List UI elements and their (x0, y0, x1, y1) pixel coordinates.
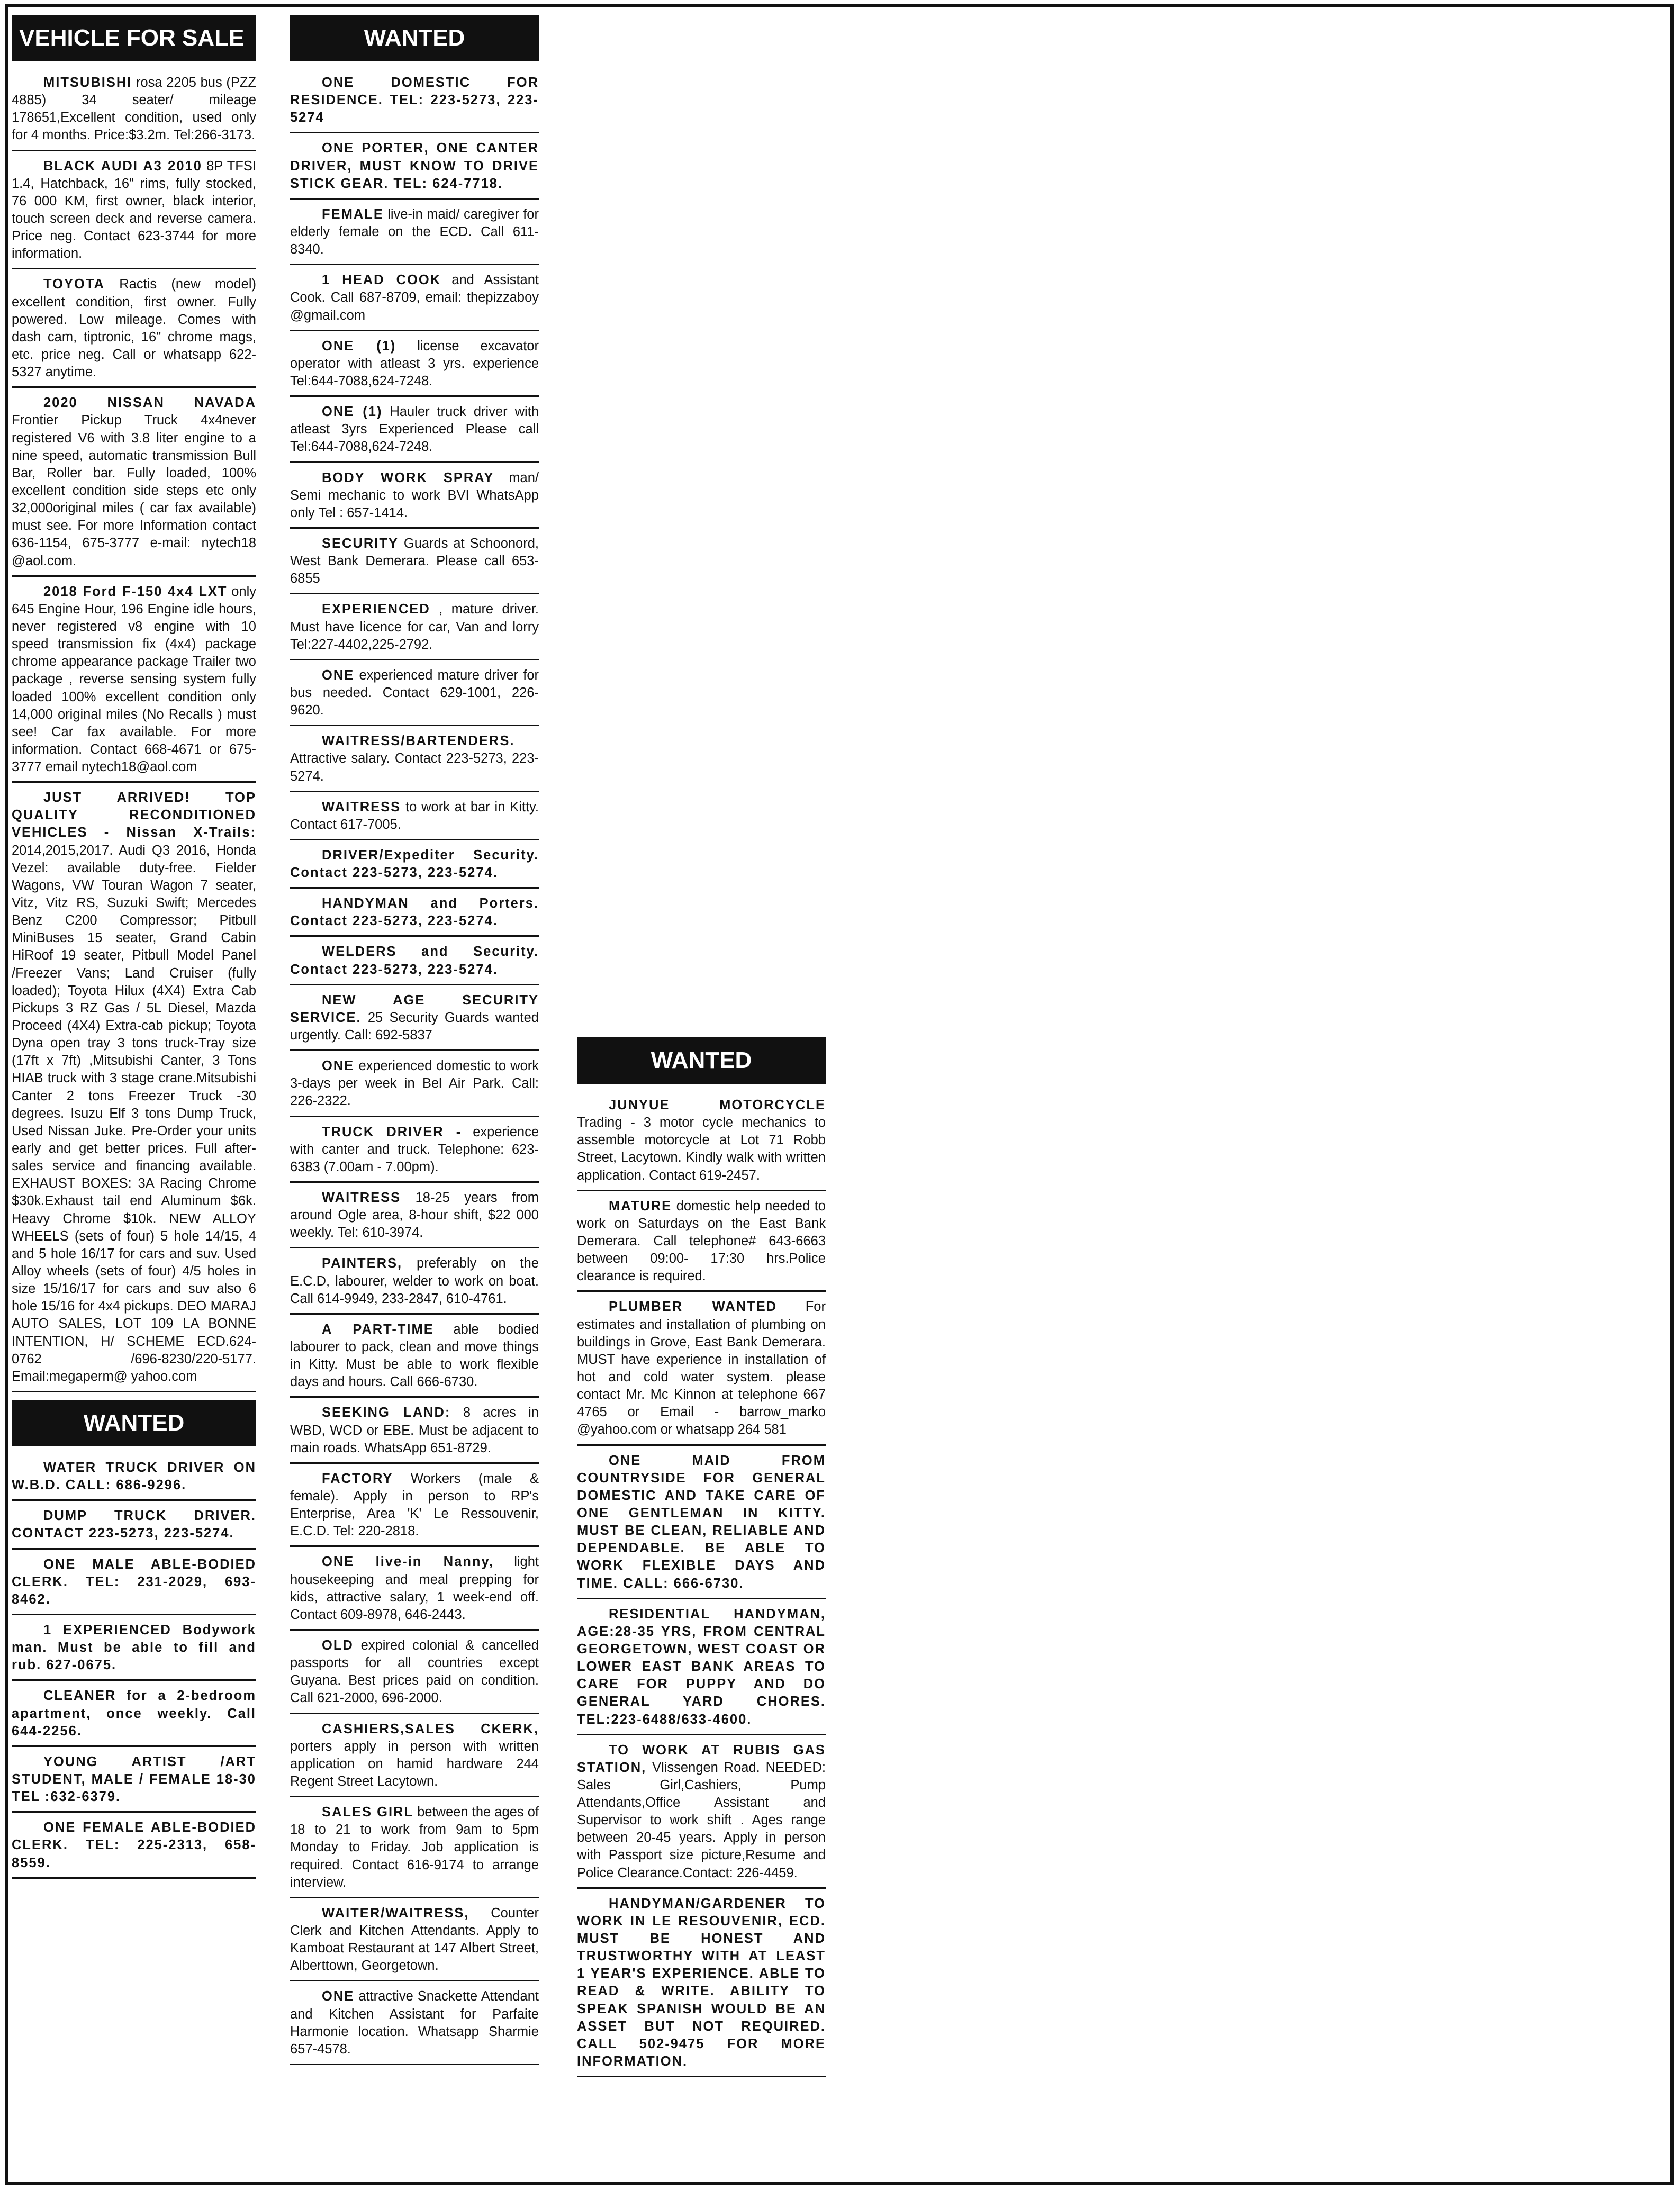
classified-ad (290, 795, 539, 840)
classified-ad (290, 334, 539, 397)
ad-lead: TO WORK AT RUBIS GAS STATION, (577, 1742, 826, 1775)
classified-ad (290, 71, 539, 133)
ad-lead: MITSUBISHI (43, 75, 132, 90)
ad-lead: TOYOTA (43, 277, 105, 292)
classified-ad (290, 1902, 539, 1982)
ad-body: 2014,2015,2017. Audi Q3 2016, Honda Vezel: available duty-free. Fielder Wagons, VW Touran Wagon 7 seater, Vitz, Vitz RS, Suzuki Swift; Mercedes Benz C200 Compressor; Pitbull MiniBuses 15 seater, Grand Cabin HiRoof 19 seater, Pitbull Model Panel /Freezer Vans; Land Cruiser (fully loaded); Toyota Hilux (4X4) Extra Cab Pickups 3 RZ Gas / 5L Diesel, Mazda Proceed (4X4) Extra-cab pickup; Toyota Dyna open tray 3 tons truck-Tray size (17ft x 7ft) ,Mitsubishi Canter, 3 Tons HIAB truck with 3 stage crane.Mitsubishi Canter 2 tons Freezer Truck -30 degrees. Isuzu Elf 3 tons Dump Truck, Used Nissan Juke. Pre-Order your units early and get better prices. Full after-sales service and financing available. EXHAUST BOXES: 3A Racing Chrome $30k.Exhaust tail end Aluminum $6k. Heavy Chrome $10k. NEW ALLOY WHEELS (sets of four) 5 hole 14/15, 4 and 5 hole 16/17 for cars and suv. Used Alloy wheels (sets of four) 4/5 holes in size 15/16/17 for cars and suv also 6 hole 15/16 for 4x4 pickups. DEO MARAJ AUTO SALES, LOT 109 LA BONNE INTENTION, H/ SCHEME ECD.624-0762 /696-8230/220-5177. Email:megaperm@ yahoo.com (12, 843, 256, 1384)
classified-ad (12, 1816, 256, 1878)
ad-lead: SEEKING LAND: (322, 1405, 451, 1420)
ad-body: light housekeeping and meal prepping for kids, attractive salary, 1 week-end off. Contact 609-8978, 646-2443. (290, 1554, 539, 1622)
ad-body: Ractis (new model) excellent condition, first owner. Fully powered. Low mileage. Comes with dash cam, tiptronic, 16" chrome mags, etc. price neg. Call or whatsapp 622-5327 anytime. (12, 277, 256, 380)
ad-body: 8P TFSI 1.4, Hatchback, 16" rims, fully stocked, 76 000 KM, first owner, black interior, touch screen deck and reverse camera. Price neg. Contact 623-3744 for more information. (12, 158, 256, 261)
ad-body: Workers (male & female). Apply in person to RP's Enterprise, Area 'K' Le Ressouvenir, E.C.D. Tel: 220-2818. (290, 1471, 539, 1539)
ad-lead: 2018 Ford F-150 4x4 LXT (43, 584, 228, 599)
ad-body: experience with canter and truck. Telephone: 623-6383 (7.00am - 7.00pm). (290, 1124, 539, 1174)
ad-body: Guards at Schoonord, West Bank Demerara. Please call 653-6855 (290, 536, 539, 586)
classified-ad (577, 1295, 826, 1445)
ad-lead: 1 HEAD COOK (322, 273, 441, 288)
ad-body: able bodied labourer to pack, clean and move things in Kitty. Must be able to work flexible days and hours. Call 666-6730. (290, 1322, 539, 1390)
wanted-column (290, 15, 539, 2174)
ad-lead: NEW AGE SECURITY SERVICE. (290, 992, 539, 1025)
ad-lead: PLUMBER WANTED (609, 1299, 778, 1315)
classified-ad (290, 940, 539, 985)
ad-text: ONE MALE ABLE-BODIED CLERK. TEL: 231-2029, 693-8462. (12, 1556, 256, 1607)
ad-lead: JUNYUE MOTORCYCLE (609, 1098, 826, 1112)
ad-body: rosa 2205 bus (PZZ 4885) 34 seater/ mileage 178651,Excellent condition, used only for 4 months. Price:$3.2m. Tel:266-3173. (12, 75, 256, 143)
ad-body: man/ Semi mechanic to work BVI WhatsApp only Tel : 657-1414. (290, 470, 539, 520)
classified-ad (290, 1186, 539, 1248)
ad-lead: FACTORY (322, 1471, 393, 1486)
classified-ad (290, 1054, 539, 1117)
classified-ad (290, 1401, 539, 1463)
ad-text: 1 EXPERIENCED Bodywork man. Must be able to fill and rub. 627-0675. (12, 1622, 256, 1673)
ad-lead: ONE (1) (322, 338, 396, 354)
ad-lead: DRIVER/Expediter Security. Contact 223-5273, 223-5274. (290, 847, 539, 881)
section-heading-wanted: WANTED (12, 1400, 256, 1446)
ad-lead: WAITRESS/BARTENDERS. (322, 734, 515, 749)
section-heading: VEHICLE FOR SALE (12, 15, 256, 61)
ad-body: attractive Snackette Attendant and Kitchen Assistant for Parfaite Harmonie location. Whatsapp Sharmie 657-4578. (290, 1989, 539, 2057)
section-heading: WANTED (290, 15, 539, 61)
ad-body: Hauler truck driver with atleast 3yrs Experienced Please call Tel:644-7088,624-7248. (290, 404, 539, 455)
ad-body: 25 Security Guards wanted urgently. Call: 692-5837 (290, 1010, 539, 1043)
vehicle-for-sale-column (12, 15, 256, 2174)
ad-lead: TRUCK DRIVER - (322, 1124, 462, 1139)
classified-ad (12, 1750, 256, 1813)
classified-ad (12, 1553, 256, 1615)
ad-body: preferably on the E.C.D, labourer, welder to work on boat. Call 614-9949, 233-2847, 610-4761. (290, 1256, 539, 1306)
classified-ad (577, 1093, 826, 1191)
classified-ad (290, 598, 539, 660)
classified-ad (290, 1800, 539, 1898)
ad-body: live-in maid/ caregiver for elderly female on the ECD. Call 611-8340. (290, 206, 539, 257)
ad-lead: WELDERS and Security. Contact 223-5273, 223-5274. (290, 944, 539, 977)
classified-ad (12, 1618, 256, 1681)
ad-lead: CASHIERS,SALES CKERK, (322, 1721, 539, 1736)
ad-body: Frontier Pickup Truck 4x4never registered V6 with 3.8 liter engine to a nine speed, automatic transmission Bull Bar, Roller bar. Fully loaded, 100% excellent condition side steps etc only 32,000original miles ( car fax available) must see. For more Information contact 636-1154, 675-3777 e-mail: nytech18 @aol.com. (12, 413, 256, 568)
ad-body: and Assistant Cook. Call 687-8709, email: thepizzaboy @gmail.com (290, 273, 539, 323)
ad-lead: RESIDENTIAL HANDYMAN, AGE:28-35 YRS, FROM CENTRAL GEORGETOWN, WEST COAST OR LOWER EAST BANK AREAS TO CARE FOR PUPPY AND DO GENERAL YARD CHORES. TEL:223-6488/633-4600. (577, 1606, 826, 1727)
ad-lead: PAINTERS, (322, 1256, 403, 1271)
ad-lead: 2020 NISSAN NAVADA (43, 395, 256, 411)
ad-body: 8 acres in WBD, WCD or EBE. Must be adjacent to main roads. WhatsApp 651-8729. (290, 1405, 539, 1455)
ad-body: Counter Clerk and Kitchen Attendants. Apply to Kamboat Restaurant at 147 Albert Street, Alberttown, Georgetown. (290, 1905, 539, 1974)
classified-ad (577, 1603, 826, 1735)
classified-ad (290, 1550, 539, 1631)
classified-ad (12, 786, 256, 1392)
classified-ad (12, 273, 256, 388)
classified-ad (290, 268, 539, 331)
ad-text: WATER TRUCK DRIVER ON W.B.D. CALL: 686-9296. (12, 1460, 256, 1493)
ad-lead: EXPERIENCED (322, 602, 430, 617)
classified-ad (290, 1985, 539, 2065)
ad-lead: ONE (1) (322, 404, 383, 420)
ad-lead: ONE live-in Nanny, (322, 1554, 494, 1570)
classified-ad (290, 844, 539, 889)
wanted-ads-list (12, 1456, 256, 1879)
ad-body: experienced domestic to work 3-days per week in Bel Air Park. Call: 226-2322. (290, 1058, 539, 1109)
ad-body: Attractive salary. Contact 223-5273, 223-5274. (290, 751, 539, 784)
wanted-ads-list (290, 71, 539, 2065)
classified-ad (577, 1892, 826, 2077)
classified-ad (12, 71, 256, 151)
ad-lead: JUST ARRIVED! TOP QUALITY RECONDITIONED VEHICLES - Nissan X-Trails: (12, 790, 256, 840)
ad-lead: MATURE (609, 1198, 672, 1214)
ad-lead: ONE (322, 1058, 355, 1074)
classified-ad (290, 892, 539, 937)
classified-ad (290, 532, 539, 594)
ad-lead: A PART-TIME (322, 1322, 434, 1337)
classified-ad (290, 664, 539, 726)
wanted-ads-list (577, 1093, 826, 2077)
classified-ad (577, 1449, 826, 1599)
ad-lead: WAITRESS (322, 1190, 401, 1206)
classified-ad (290, 203, 539, 265)
classified-ad (290, 137, 539, 199)
classified-ad (290, 729, 539, 792)
classified-ad (290, 1467, 539, 1548)
ad-lead: OLD (322, 1637, 354, 1653)
ad-lead: ONE DOMESTIC FOR RESIDENCE. TEL: 223-5273, 223-5274 (290, 75, 539, 125)
classified-ad (12, 391, 256, 576)
wanted-column-right (577, 1037, 826, 2175)
ad-lead: ONE MAID FROM COUNTRYSIDE FOR GENERAL DOMESTIC AND TAKE CARE OF ONE GENTLEMAN IN KITTY. MUST BE CLEAN, RELIABLE AND DEPENDABLE. BE ABLE TO WORK FLEXIBLE DAYS AND TIME. CALL: 666-6730. (577, 1453, 826, 1591)
classified-ad (290, 1318, 539, 1398)
ad-lead: WAITRESS (322, 799, 401, 815)
ad-lead: SECURITY (322, 536, 399, 551)
ad-text: ONE FEMALE ABLE-BODIED CLERK. TEL: 225-2313, 658-8559. (12, 1820, 256, 1870)
classified-ad (12, 580, 256, 783)
ad-body: For estimates and installation of plumbing on buildings in Grove, East Bank Demerara. MUST have experience in installation of hot and cold water system. please contact Mr. Mc Kinnon at telephone 667 4765 or Email - barrow_marko @yahoo.com or whatsapp 264 581 (577, 1299, 826, 1437)
classified-ad (290, 989, 539, 1051)
ad-body: 18-25 years from around Ogle area, 8-hour shift, $22 000 weekly. Tel: 610-3974. (290, 1190, 539, 1241)
ad-lead: ONE (322, 667, 355, 683)
classified-ad (290, 1634, 539, 1714)
ad-lead: BLACK AUDI A3 2010 (43, 158, 202, 174)
ad-body: Trading - 3 motor cycle mechanics to assemble motorcycle at Lot 71 Robb Street, Lacytown. Kindly walk with written application. Contact 619-2457. (577, 1115, 826, 1183)
ad-body: experienced mature driver for bus needed. Contact 629-1001, 226-9620. (290, 667, 539, 718)
classified-ad (577, 1194, 826, 1292)
classified-ad (290, 1252, 539, 1314)
ad-body: between the ages of 18 to 21 to work from 9am to 5pm Monday to Friday. Job application is required. Contact 616-9174 to arrange interview. (290, 1805, 539, 1890)
classified-ad (290, 466, 539, 529)
ad-lead: SALES GIRL (322, 1805, 414, 1820)
ad-lead: BODY WORK SPRAY (322, 470, 494, 485)
classified-ad (12, 1504, 256, 1549)
ad-lead: ONE PORTER, ONE CANTER DRIVER, MUST KNOW TO DRIVE STICK GEAR. TEL: 624-7718. (290, 141, 539, 191)
ad-text: YOUNG ARTIST /ART STUDENT, MALE / FEMALE 18-30 TEL :632-6379. (12, 1754, 256, 1805)
classified-ad (577, 1739, 826, 1889)
ad-body: , mature driver. Must have licence for car, Van and lorry Tel:227-4402,225-2792. (290, 602, 539, 652)
classified-ad (290, 1717, 539, 1798)
ad-body: only 645 Engine Hour, 196 Engine idle hours, never registered v8 engine with 10 speed transmission fix (4x4) package chrome appearance package Trailer two package , reverse sensing system fully loaded 100% excellent condition only 14,000 original miles (No Recalls ) must see! Car fax available. For more information. Contact 668-4671 or 675-3777 email nytech18@aol.com (12, 584, 256, 775)
classified-ad (12, 1456, 256, 1501)
ad-body: porters apply in person with written application on hamid hardware 244 Regent Street Lacytown. (290, 1739, 539, 1789)
vehicle-ads-list (12, 71, 256, 1392)
ad-body: license excavator operator with atleast 3 yrs. experience Tel:644-7088,624-7248. (290, 338, 539, 388)
classified-ad (12, 155, 256, 270)
classified-ad (12, 1684, 256, 1746)
classified-ad (290, 400, 539, 463)
ad-lead: HANDYMAN and Porters. Contact 223-5273, 223-5274. (290, 896, 539, 929)
ad-body: domestic help needed to work on Saturdays on the East Bank Demerara. Call telephone# 643-6663 between 09:00- 17:30 hrs.Police clearance is required. (577, 1198, 826, 1284)
ad-lead: HANDYMAN/GARDENER TO WORK IN LE RESOUVENIR, ECD. MUST BE HONEST AND TRUSTWORTHY WITH AT LEAST 1 YEAR'S EXPERIENCE. ABLE TO READ & WRITE. ABILITY TO SPEAK SPANISH WOULD BE AN ASSET BUT NOT REQUIRED. CALL 502-9475 FOR MORE INFORMATION. (577, 1896, 826, 2069)
ad-body: expired colonial & cancelled passports for all countries except Guyana. Best prices paid on condition. Call 621-2000, 696-2000. (290, 1637, 539, 1706)
ad-body: to work at bar in Kitty. Contact 617-7005. (290, 799, 539, 832)
ad-lead: FEMALE (322, 206, 384, 222)
ad-lead: ONE (322, 1989, 355, 2004)
ad-text: CLEANER for a 2-bedroom apartment, once weekly. Call 644-2256. (12, 1688, 256, 1739)
ad-lead: WAITER/WAITRESS, (322, 1905, 469, 1921)
ad-text: DUMP TRUCK DRIVER. CONTACT 223-5273, 223-5274. (12, 1508, 256, 1541)
section-heading: WANTED (577, 1037, 826, 1084)
classified-ad (290, 1120, 539, 1183)
ad-body: Vlissengen Road. NEEDED: Sales Girl,Cashiers, Pump Attendants,Office Assistant and Supervisor to work shift . Ages range between 20-45 years. Apply in person with Passport size picture,Resume and Police Clearance.Contact: 226-4459. (577, 1760, 826, 1880)
